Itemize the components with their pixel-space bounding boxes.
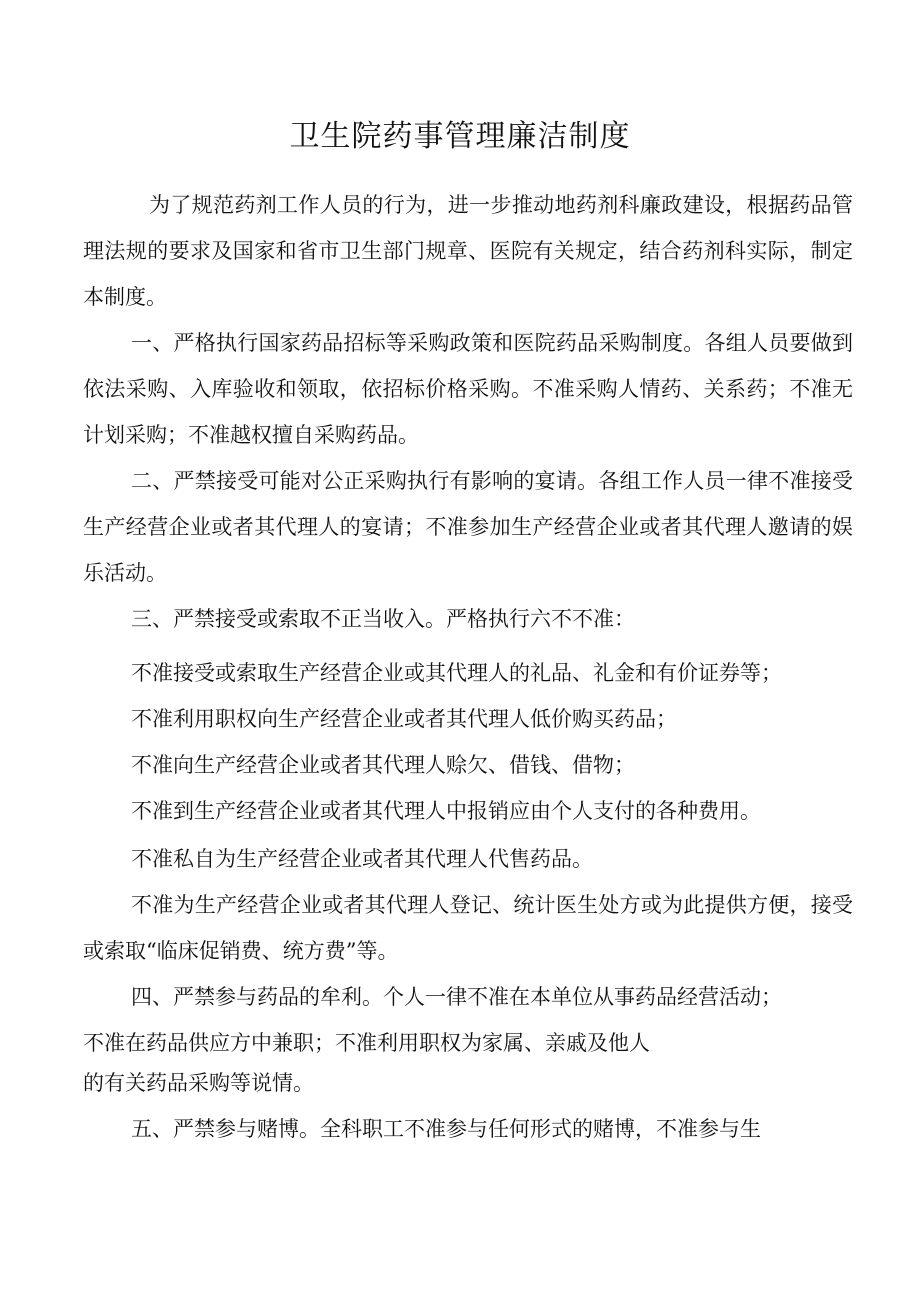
section-3-heading: 三、严禁接受或索取不正当收入。严格执行六不不准：	[131, 607, 635, 631]
rule-item-3: 不准向生产经营企业或者其代理人赊欠、借钱、借物；	[131, 753, 635, 777]
section-5-paragraph: 五、严禁参与赌博。全科职工不准参与任何形式的赌博，不准参与生	[131, 1117, 761, 1141]
section-1-paragraph: 一、严格执行国家药品招标等采购政策和医院药品采购制度。各组人员要做到依法采购、入库验收和领取，依招标价格采购。不准采购人情药、关系药；不准无计划采购；不准越权擅自采购药品。	[83, 331, 853, 447]
section-4-line-1: 四、严禁参与药品的牟利。个人一律不准在本单位从事药品经营活动；	[131, 985, 782, 1009]
rule-item-5: 不准私自为生产经营企业或者其代理人代售药品。	[131, 847, 593, 871]
section-2-paragraph: 二、严禁接受可能对公正采购执行有影响的宴请。各组工作人员一律不准接受生产经营企业或者其代理人的宴请；不准参加生产经营企业或者其代理人邀请的娱乐活动。	[83, 469, 853, 585]
section-4-line-3: 的有关药品采购等说情。	[83, 1071, 314, 1095]
section-4-line-2: 不准在药品供应方中兼职；不准利用职权为家属、亲戚及他人	[83, 1031, 650, 1055]
document-title: 卫生院药事管理廉洁制度	[289, 119, 631, 154]
rule-item-2: 不准利用职权向生产经营企业或者其代理人低价购买药品；	[131, 707, 677, 731]
rule-item-4: 不准到生产经营企业或者其代理人中报销应由个人支付的各种费用。	[131, 799, 761, 823]
rule-item-1: 不准接受或索取生产经营企业或其代理人的礼品、礼金和有价证券等；	[131, 661, 782, 685]
rule-item-6: 不准为生产经营企业或者其代理人登记、统计医生处方或为此提供方便，接受或索取“临床促销费、统方费”等。	[83, 893, 853, 963]
intro-paragraph: 为了规范药剂工作人员的行为，进一步推动地药剂科廉政建设，根据药品管理法规的要求及国家和省市卫生部门规章、医院有关规定，结合药剂科实际，制定本制度。	[83, 193, 853, 309]
